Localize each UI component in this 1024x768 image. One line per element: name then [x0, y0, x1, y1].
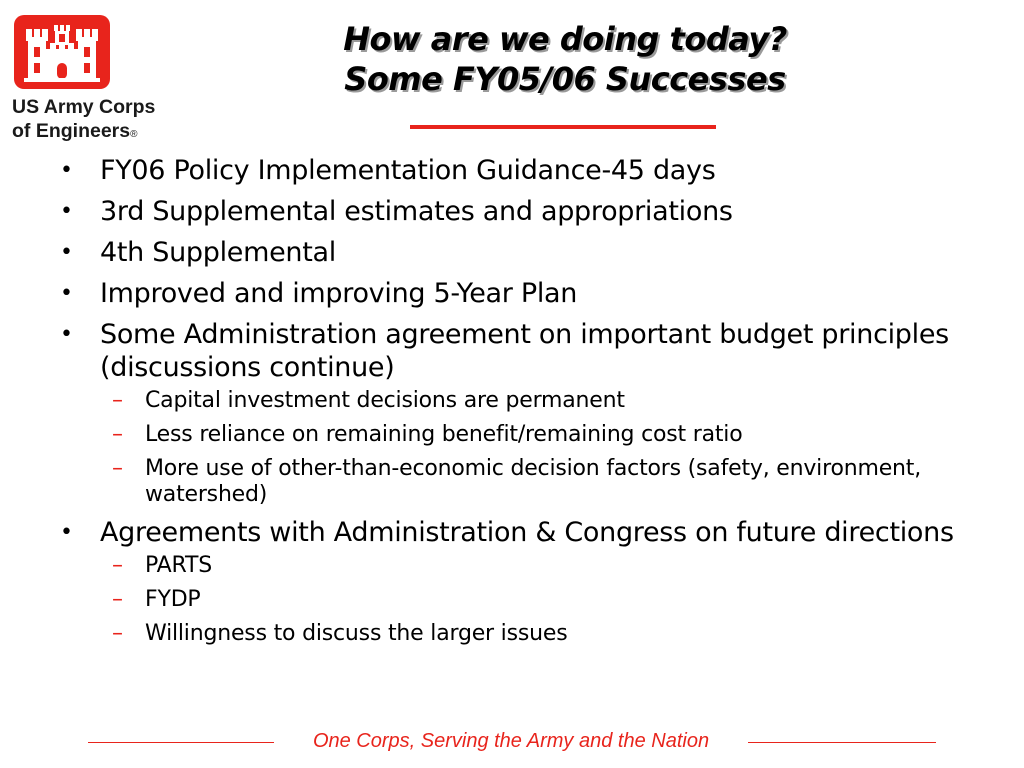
- dash-marker: –: [112, 388, 123, 413]
- slide-title: [220, 19, 910, 99]
- bullet-item: [60, 277, 960, 310]
- dash-marker: –: [112, 553, 123, 578]
- dash-marker: –: [112, 456, 123, 481]
- title-line-1: How are we doing today?: [343, 20, 787, 58]
- dash-marker: –: [112, 621, 123, 646]
- footer: [0, 728, 1024, 758]
- sub-bullet-text: Less reliance on remaining benefit/remaining cost ratio: [145, 422, 743, 447]
- bullet-text: Agreements with Administration & Congress on future directions: [100, 517, 954, 548]
- logo-line-2: [12, 119, 192, 147]
- sub-bullet-list: [100, 388, 960, 508]
- castle-icon: [14, 15, 110, 89]
- bullet-item: [60, 154, 960, 187]
- sub-bullet-text: Willingness to discuss the larger issues: [145, 621, 568, 646]
- footer-rule-left: [88, 742, 274, 743]
- bullet-text: Improved and improving 5-Year Plan: [100, 278, 578, 309]
- bullet-text: Some Administration agreement on important budget principles (discussions continue): [100, 319, 949, 383]
- bullet-item: [60, 236, 960, 269]
- dash-marker: –: [112, 422, 123, 447]
- bullet-list: [60, 154, 960, 647]
- dash-marker: –: [112, 587, 123, 612]
- bullet-text: FY06 Policy Implementation Guidance-45 days: [100, 155, 716, 186]
- sub-bullet-item: [100, 388, 960, 414]
- bullet-item: [60, 516, 960, 647]
- sub-bullet-item: [100, 621, 960, 647]
- bullet-text: 3rd Supplemental estimates and appropriations: [100, 196, 733, 227]
- sub-bullet-text: More use of other-than-economic decision factors (safety, environment, watershed): [145, 456, 921, 507]
- usace-logo: [12, 15, 192, 145]
- logo-wordmark: [12, 95, 192, 147]
- logo-line-1: US Army Corps: [12, 96, 156, 118]
- sub-bullet-text: PARTS: [145, 553, 212, 578]
- bullet-item: [60, 195, 960, 228]
- footer-rule-right: [748, 742, 936, 743]
- bullet-marker: •: [60, 240, 73, 265]
- bullet-marker: •: [60, 520, 73, 545]
- bullet-marker: •: [60, 322, 73, 347]
- bullet-marker: •: [60, 281, 73, 306]
- sub-bullet-item: [100, 456, 960, 508]
- sub-bullet-list: [100, 553, 960, 647]
- sub-bullet-item: [100, 587, 960, 613]
- bullet-text: 4th Supplemental: [100, 237, 336, 268]
- registered-mark: ®: [130, 129, 138, 140]
- sub-bullet-item: [100, 422, 960, 448]
- castle-emblem: [14, 15, 110, 89]
- sub-bullet-text: Capital investment decisions are permanent: [145, 388, 625, 413]
- bullet-item: [60, 318, 960, 508]
- bullet-marker: •: [60, 158, 73, 183]
- sub-bullet-text: FYDP: [145, 587, 201, 612]
- sub-bullet-item: [100, 553, 960, 579]
- title-line-2: Some FY05/06 Successes: [344, 60, 786, 98]
- slide-body: [60, 154, 960, 655]
- footer-motto: One Corps, Serving the Army and the Nation: [312, 730, 710, 752]
- title-underline: [410, 125, 716, 129]
- bullet-marker: •: [60, 199, 73, 224]
- logo-line-2-text: of Engineers: [12, 120, 131, 142]
